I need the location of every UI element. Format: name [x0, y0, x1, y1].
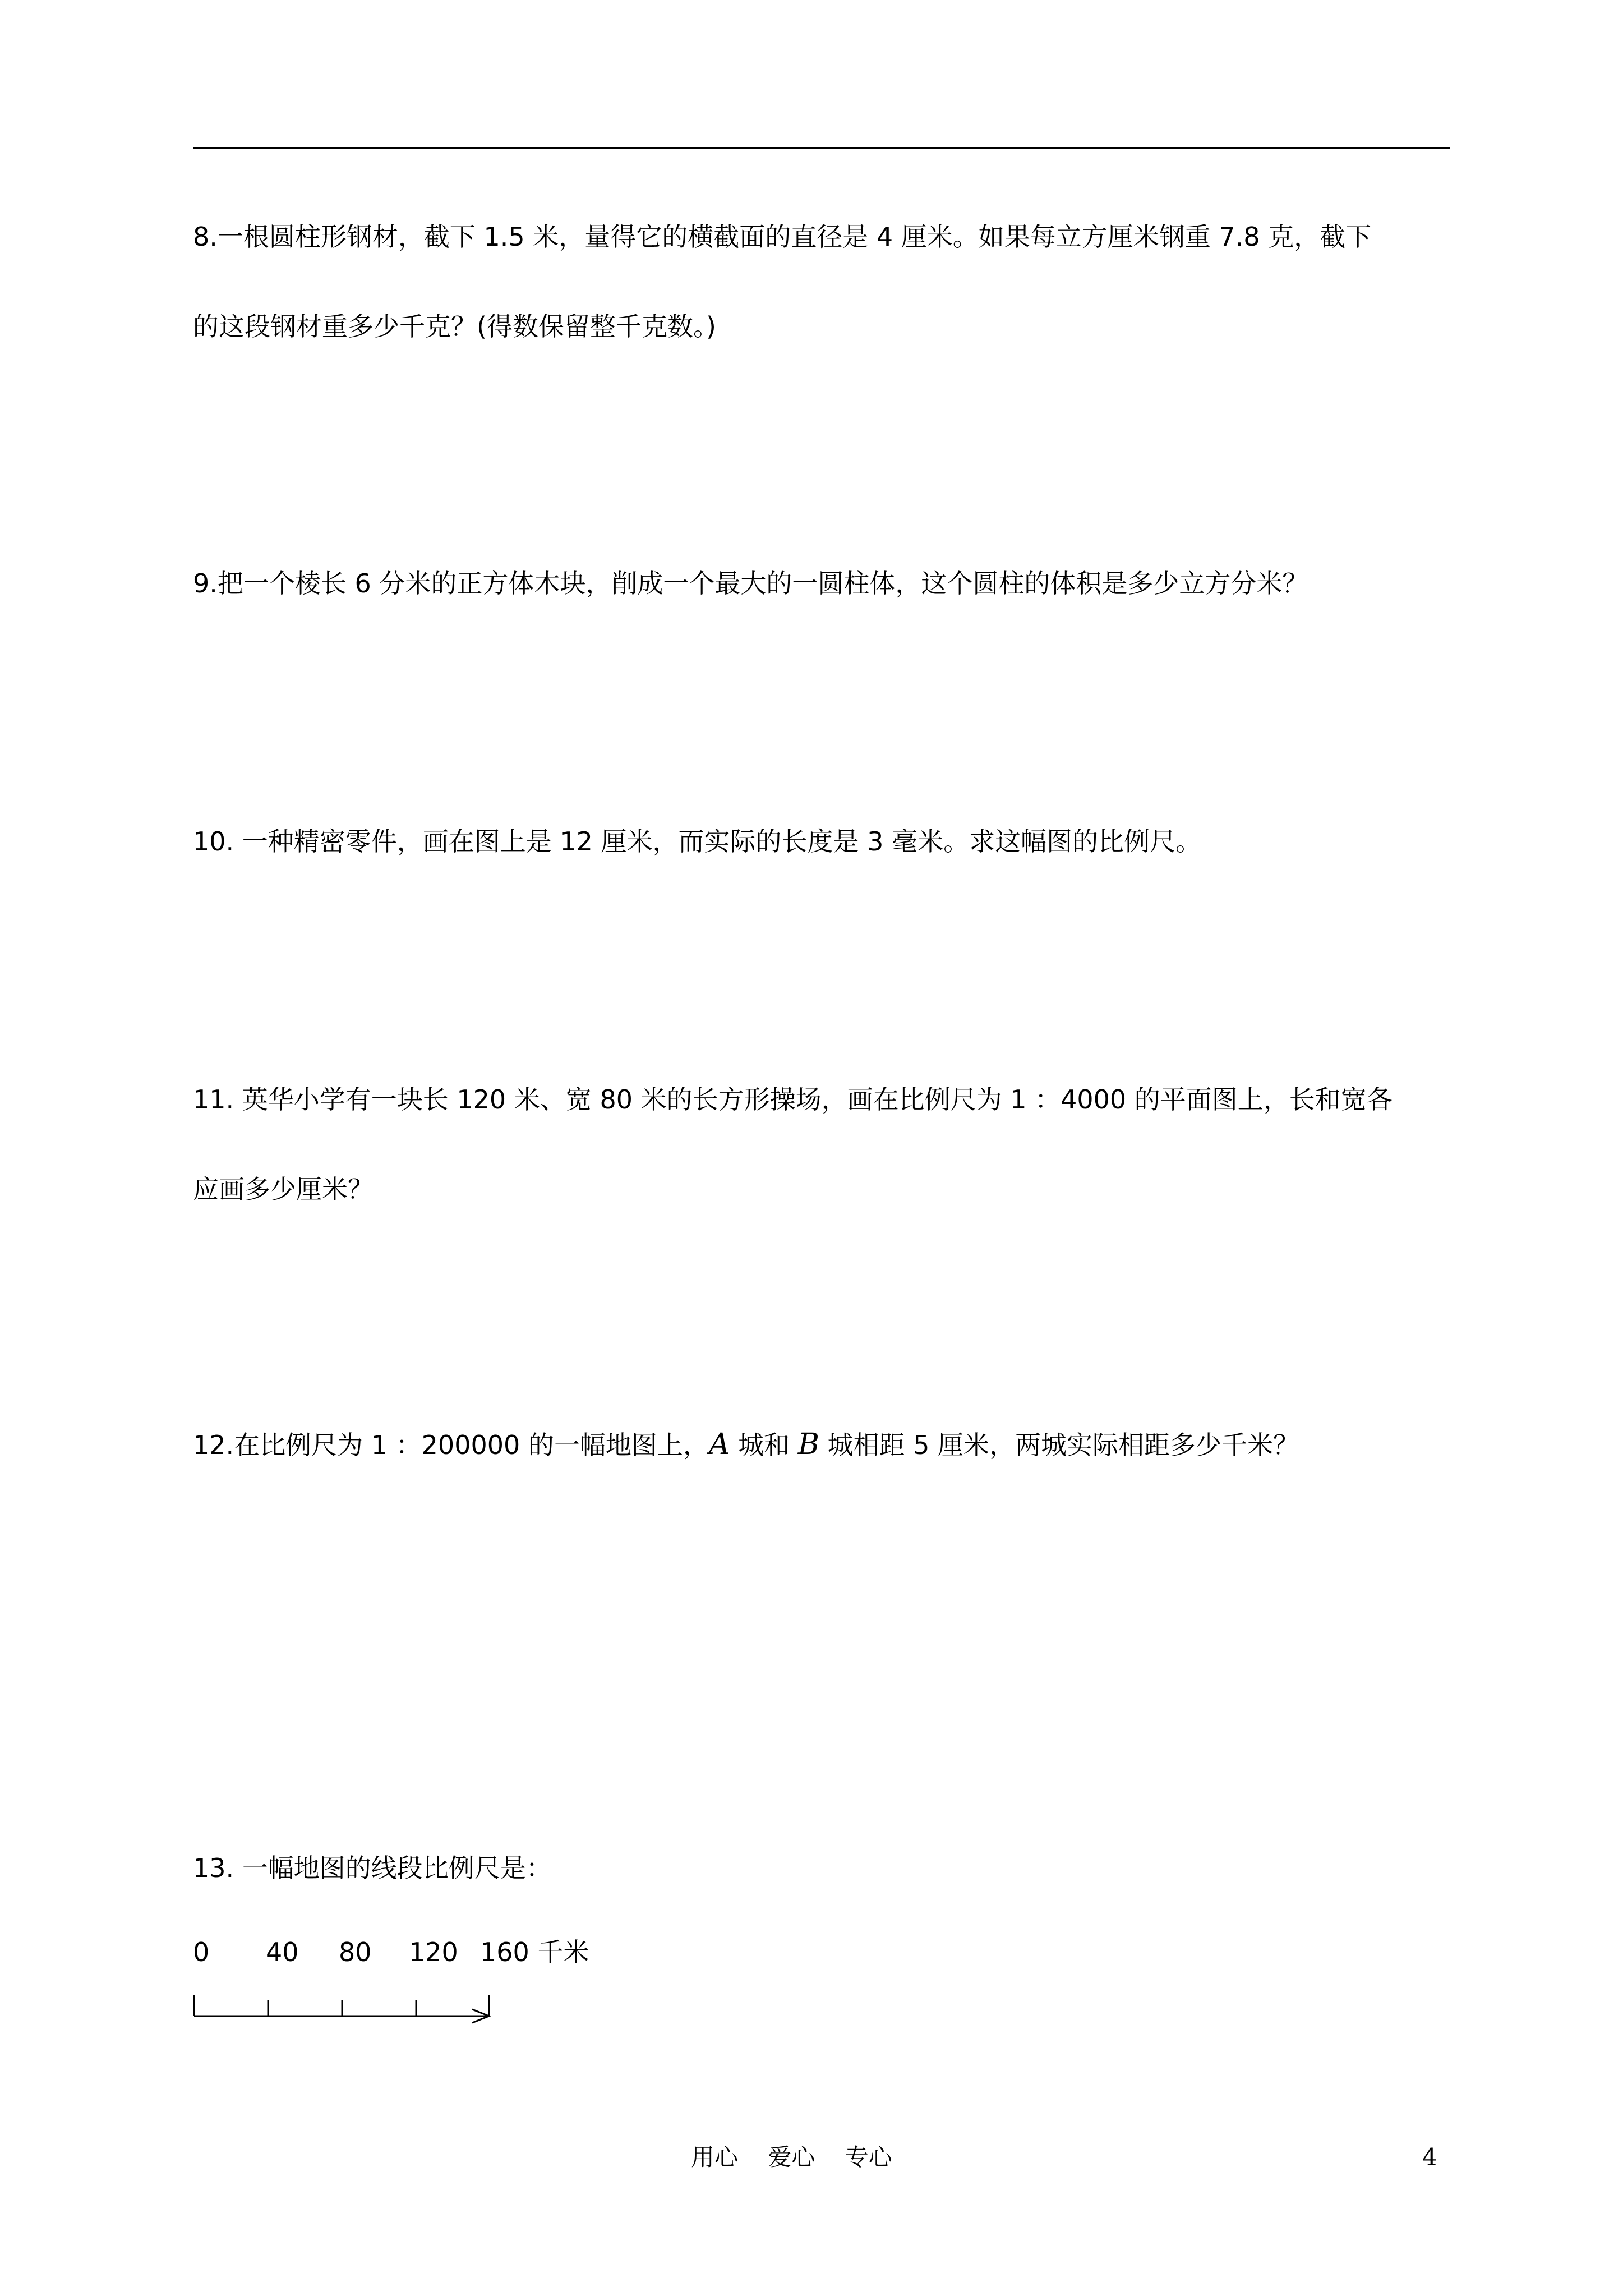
problem-8-line-1: 8.一根圆柱形钢材，截下 1.5 米，量得它的横截面的直径是 4 厘米。如果每立方厘米钢重 7.8 克，截下 [193, 222, 1372, 252]
variable-b: B [797, 1428, 819, 1461]
scale-label-160: 160 千米 [480, 1937, 589, 1967]
header-rule [193, 147, 1450, 149]
footer-slogan: 用心 爱心 专心 [691, 2143, 892, 2171]
scale-label-120: 120 [409, 1937, 458, 1967]
problem-12-line-1 [193, 1428, 1299, 1462]
scale-label-80: 80 [339, 1937, 372, 1967]
problem-11-line-1: 11. 英华小学有一块长 120 米、宽 80 米的长方形操场，画在比例尺为 1 ：4000 的平面图上，长和宽各 [193, 1084, 1393, 1115]
problem-10-line-1: 10. 一种精密零件，画在图上是 12 厘米，而实际的长度是 3 毫米。求这幅图的比例尺。 [193, 826, 1202, 857]
problem-12-text-start: 12.在比例尺为 1 ：200000 的一幅地图上， [193, 1430, 709, 1460]
problem-11-line-2: 应画多少厘米？ [193, 1174, 374, 1204]
problem-12-text-middle: 城和 [730, 1430, 798, 1460]
scale-bar-labels [193, 1935, 642, 1969]
problem-8-line-2: 的这段钢材重多少千克？(得数保留整千克数。) [193, 311, 716, 342]
scale-label-40: 40 [266, 1937, 299, 1967]
problem-13-line-1: 13. 一幅地图的线段比例尺是： [193, 1853, 552, 1883]
scale-label-0: 0 [193, 1937, 210, 1967]
scale-bar [191, 1991, 505, 2036]
problem-12-text-end: 城相距 5 厘米，两城实际相距多少千米？ [819, 1430, 1299, 1460]
page-number: 4 [1422, 2143, 1437, 2171]
variable-a: A [708, 1428, 730, 1461]
problem-9-line-1: 9.把一个棱长 6 分米的正方体木块，削成一个最大的一圆柱体，这个圆柱的体积是多少立方分米？ [193, 568, 1308, 599]
